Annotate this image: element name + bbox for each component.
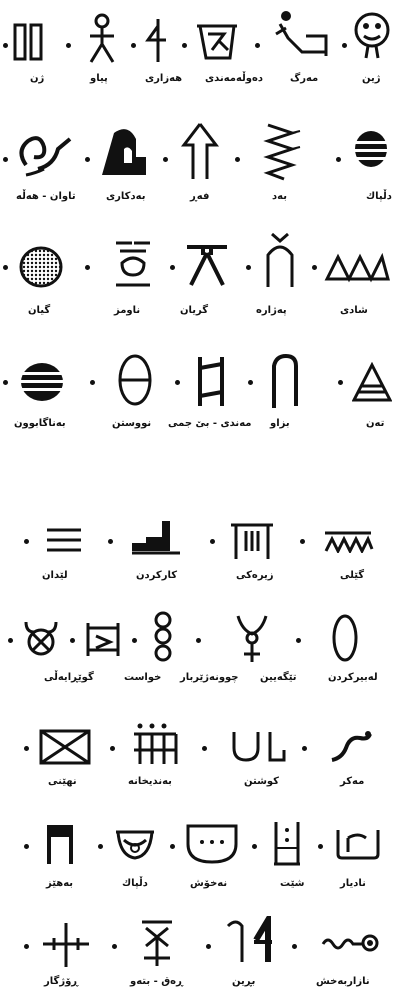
- symbol-ten-triangle: [352, 362, 392, 404]
- symbol-hezari-hook: [144, 16, 170, 66]
- separator-dot: [85, 157, 90, 162]
- separator-dot: [318, 844, 323, 849]
- symbol-merg-figure: [270, 8, 332, 64]
- label-khwast: خواست: [124, 672, 162, 683]
- separator-dot: [24, 844, 29, 849]
- separator-dot: [8, 638, 13, 643]
- symbol-row-2: [0, 115, 395, 205]
- symbol-kushtn-bowl: [228, 726, 288, 766]
- label-merg: مەرگ: [290, 73, 319, 84]
- separator-dot: [98, 844, 103, 849]
- label-mendi: مەندی - بێ جمی: [168, 418, 252, 429]
- separator-dot: [66, 43, 71, 48]
- label-zhin: ژین: [362, 73, 381, 84]
- symbol-bedkari-figure: [96, 123, 152, 179]
- label-geli: گێلی: [340, 570, 365, 581]
- separator-dot: [202, 746, 207, 751]
- symbol-behez-gate: [44, 822, 76, 866]
- label-bed: بەد: [272, 191, 287, 202]
- symbol-zirreki-table: [228, 521, 276, 561]
- label-lidan: لێدان: [42, 570, 68, 581]
- symbol-row-6: [0, 608, 395, 693]
- symbol-bed-zigzag: [260, 121, 304, 183]
- label-req: ڕەق - بتەو: [130, 976, 183, 987]
- symbol-row-9: [0, 912, 395, 999]
- symbol-zhin-face: [352, 10, 392, 62]
- label-nuwstn: نووستن: [112, 418, 152, 429]
- separator-dot: [196, 638, 201, 643]
- symbol-khwast-frame: [82, 620, 124, 658]
- symbol-row-5: [0, 515, 395, 595]
- separator-dot: [182, 43, 187, 48]
- separator-dot: [296, 638, 301, 643]
- separator-dot: [90, 380, 95, 385]
- label-benagabun: بەناگابوون: [14, 418, 66, 429]
- label-nadyar: نادیار: [340, 878, 366, 889]
- separator-dot: [248, 380, 253, 385]
- symbol-nawmz-vessel: [112, 239, 154, 289]
- label-behez: بەهێز: [46, 878, 74, 889]
- symbol-gryan-stand: [183, 239, 231, 289]
- separator-dot: [302, 746, 307, 751]
- separator-dot: [235, 157, 240, 162]
- symbol-row-4: [0, 348, 395, 438]
- symbol-row-1: [0, 8, 395, 88]
- label-bzaw: بزاو: [270, 418, 290, 429]
- symbol-shadi-triangles: [324, 251, 390, 283]
- separator-dot: [163, 157, 168, 162]
- label-hezari: هەزاری: [145, 73, 183, 84]
- symbol-nuwstn-theta: [116, 352, 154, 408]
- separator-dot: [131, 43, 136, 48]
- symbol-nadyar-basin: [332, 826, 382, 862]
- separator-dot: [24, 944, 29, 949]
- separator-dot: [312, 265, 317, 270]
- separator-dot: [206, 944, 211, 949]
- label-nekhosh: نەخۆش: [190, 878, 228, 889]
- separator-dot: [170, 844, 175, 849]
- symbol-nehini-crossed-box: [38, 728, 92, 766]
- label-nehini: نهێنی: [48, 776, 77, 787]
- symbol-mekr-snake: [328, 728, 374, 764]
- label-rozhgar: ڕۆژگار: [44, 976, 79, 987]
- symbol-pezhare-arch: [262, 231, 298, 291]
- label-chunezhirbar: چوونەژێربار: [180, 672, 239, 683]
- separator-dot: [292, 944, 297, 949]
- separator-dot: [3, 43, 8, 48]
- symbol-lebirkrdn-zero: [330, 612, 360, 664]
- separator-dot: [132, 638, 137, 643]
- symbol-row-3: [0, 225, 395, 315]
- label-karkrdn: کارکردن: [136, 570, 178, 581]
- separator-dot: [3, 265, 8, 270]
- symbol-row-7: [0, 718, 395, 798]
- separator-dot: [24, 746, 29, 751]
- label-ten: تەن: [366, 418, 385, 429]
- label-bedkari: بەدکاری: [106, 191, 146, 202]
- symbol-nazarbekhsh-wave-eye: [320, 932, 380, 954]
- separator-dot: [108, 539, 113, 544]
- separator-dot: [336, 157, 341, 162]
- label-gryan: گریان: [180, 305, 209, 316]
- label-tawan: تاوان - هەڵە: [16, 191, 76, 202]
- symbol-tawan-serpent: [14, 125, 74, 181]
- label-gyan: گیان: [28, 305, 51, 316]
- symbol-benagabun-striped-oval: [18, 360, 66, 404]
- label-dlpak: دڵپاك: [366, 191, 392, 202]
- label-lebirkrdn: لەبیرکردن: [328, 672, 378, 683]
- separator-dot: [112, 944, 117, 949]
- separator-dot: [252, 844, 257, 849]
- label-shet: شێت: [280, 878, 305, 889]
- symbol-row-8: [0, 812, 395, 897]
- label-nawmz: ناومز: [114, 305, 141, 316]
- symbol-zhin-two-rectangles: [12, 22, 46, 62]
- symbol-bendikhane-bars: [130, 722, 180, 766]
- separator-dot: [24, 539, 29, 544]
- separator-dot: [110, 746, 115, 751]
- symbol-nekhosh-shield: [184, 822, 240, 866]
- separator-dot: [338, 380, 343, 385]
- separator-dot: [210, 539, 215, 544]
- symbol-dewlemendi-vessel: [194, 20, 240, 62]
- label-shadi: شادی: [340, 305, 368, 316]
- symbol-dlpak-striped-circle: [352, 129, 390, 169]
- symbol-chunezhirbar-eights: [150, 610, 176, 666]
- label-dlpak-2: دڵپاك: [122, 878, 148, 889]
- separator-dot: [85, 265, 90, 270]
- label-pezhare: پەژارە: [256, 305, 287, 316]
- label-bendikhane: بەندیخانە: [128, 776, 172, 787]
- symbol-brrin-numerals: [222, 916, 278, 966]
- separator-dot: [255, 43, 260, 48]
- symbol-fer-arrow: [180, 121, 220, 183]
- symbol-tegeyin-fork: [234, 612, 270, 664]
- separator-dot: [3, 380, 8, 385]
- separator-dot: [246, 265, 251, 270]
- label-piaw: پیاو: [90, 73, 108, 84]
- separator-dot: [170, 265, 175, 270]
- symbol-gwerrayeli-bull-head: [22, 618, 60, 658]
- symbol-dlpak-cup: [112, 826, 158, 864]
- separator-dot: [342, 43, 347, 48]
- separator-dot: [3, 157, 8, 162]
- symbol-geli-waves: [322, 529, 374, 553]
- separator-dot: [70, 638, 75, 643]
- label-dewlemendi: دەوڵەمەندی: [205, 73, 264, 84]
- symbol-gyan-dotted-circle: [18, 245, 64, 289]
- separator-dot: [175, 380, 180, 385]
- label-fer: فەڕ: [190, 191, 210, 202]
- label-kushtn: کوشتن: [244, 776, 279, 787]
- symbol-rozhgar-cross: [40, 920, 92, 970]
- label-tegeyin: تێگەیین: [260, 672, 297, 683]
- symbol-karkrdn-boot: [128, 519, 186, 559]
- symbol-piaw-person: [86, 12, 118, 66]
- symbol-bzaw-hook: [268, 352, 302, 410]
- symbol-mendi-frame: [194, 354, 228, 408]
- label-zirreki: زیرەکی: [236, 570, 274, 581]
- label-zhn: ژن: [30, 73, 45, 84]
- symbol-req-cross-stand: [136, 916, 178, 970]
- symbol-lidan-three-lines: [44, 525, 84, 555]
- label-brrin: بڕین: [232, 976, 256, 987]
- label-gwerrayeli: گوێڕایەڵی: [44, 672, 94, 683]
- label-nazarbekhsh: نازاربەخش: [316, 976, 370, 987]
- label-mekr: مەکر: [340, 776, 365, 787]
- separator-dot: [300, 539, 305, 544]
- symbol-shet-ladder: [270, 818, 304, 866]
